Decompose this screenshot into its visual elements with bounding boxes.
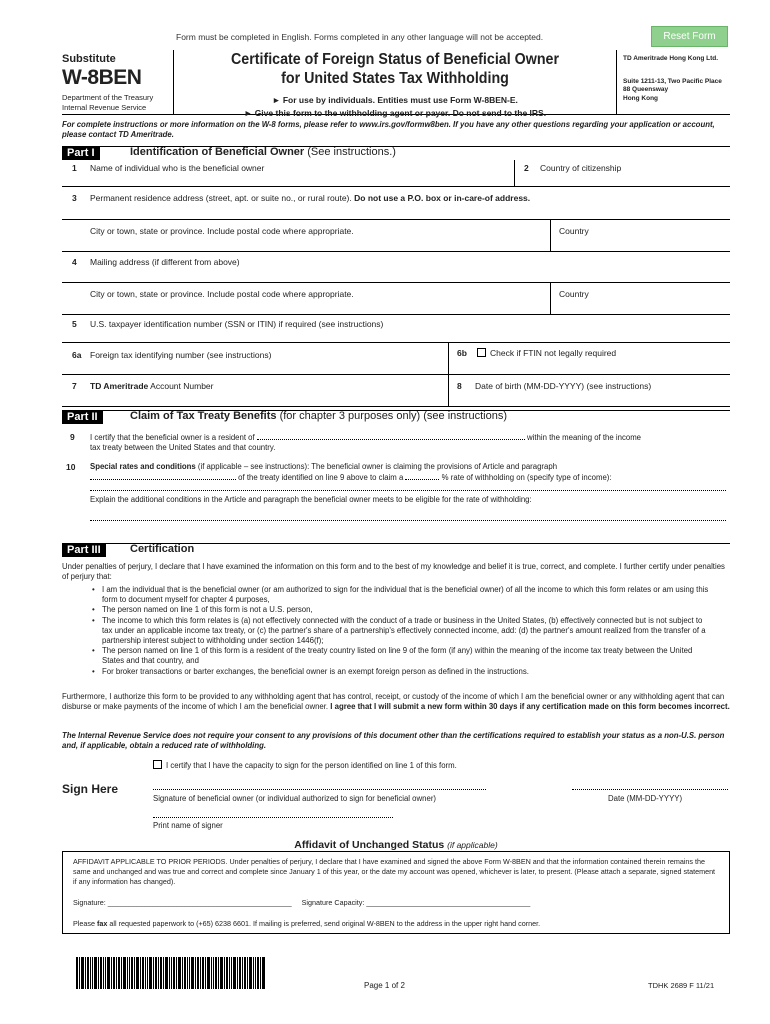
- explanation-input[interactable]: [90, 513, 726, 521]
- date-label: Date (MM-DD-YYYY): [608, 794, 683, 803]
- mailing-country-field[interactable]: Country: [559, 289, 589, 299]
- certification-item: • I am the individual that is the beneficial owner (or am authorized to sign for the individual that is the beneficial owner) of all the income to which this form relates or am using this form to document myself for chapter 4 purposes,: [92, 585, 712, 605]
- form-code: TDHK 2689 F 11/21: [648, 981, 715, 990]
- field-2-number: 2: [524, 163, 529, 173]
- part1-bar: [62, 146, 730, 160]
- row-account-dob: [62, 375, 730, 407]
- barcode-icon: [76, 957, 266, 989]
- address-line-1: Suite 1211-13, Two Pacific Place: [623, 77, 722, 85]
- foreign-tin-field[interactable]: Foreign tax identifying number (see instructions): [90, 350, 272, 360]
- account-broker: TD Ameritrade: [90, 381, 149, 391]
- date-line[interactable]: [572, 789, 728, 790]
- treaty-residence-label-2: within the meaning of the income: [527, 433, 642, 442]
- treaty-residence: [62, 432, 730, 453]
- authorization-text: [62, 692, 730, 712]
- sign-here-label: Sign Here: [62, 782, 119, 796]
- authorization-body: Furthermore, I authorize this form to be provided to any withholding agent that has control, receipt, or custody of the income of which I am the beneficial owner or any withholding agent that can disburse or make payments of the income of which I am the beneficial owner.: [62, 692, 725, 712]
- treaty-country-input[interactable]: [257, 432, 525, 440]
- field-1-number: 1: [72, 163, 77, 173]
- residence-city-field[interactable]: City or town, state or province. Include postal code where appropriate.: [90, 226, 354, 236]
- residence-address-warning: Do not use a P.O. box or in-care-of address.: [354, 193, 531, 203]
- special-rates-text: (if applicable – see instructions): The beneficial owner is claiming the provisions of Article and paragraph: [197, 462, 558, 471]
- part2-bar: [62, 410, 730, 424]
- capacity-label: I certify that I have the capacity to sign for the person identified on line 1 of this form.: [166, 761, 457, 770]
- form-title-1: Certificate of Foreign Status of Beneficial Owner: [230, 51, 560, 68]
- mailing-address-field[interactable]: Mailing address (if different from above): [90, 257, 240, 267]
- print-name-line[interactable]: [153, 817, 393, 818]
- special-rates-text-2: of the treaty identified on line 9 above to claim a: [238, 473, 404, 483]
- name-field[interactable]: Name of individual who is the beneficial owner: [90, 163, 265, 173]
- field-6a-number: 6a: [72, 350, 82, 360]
- row-foreign-tin: [62, 343, 730, 375]
- affidavit-box: [62, 851, 730, 934]
- certification-list: [92, 585, 712, 677]
- agent-address: [616, 50, 730, 114]
- print-name-label: Print name of signer: [153, 821, 223, 830]
- part3-label: Part III: [62, 544, 106, 557]
- usage-line-1: ► For use by individuals. Entities must use Form W-8BEN-E.: [272, 95, 518, 105]
- certification-item: • The person named on line 1 of this form is a resident of the treaty country listed on line 9 of the form (if any) within the meaning of the income tax treaty between the United States and that country, and: [92, 646, 712, 666]
- fax-text-c: all requested paperwork to (+65) 6238 6601. If mailing is preferred, send original W-8BEN to the address in the upper right hand corner.: [109, 919, 541, 929]
- affidavit-title-note: (if applicable): [447, 840, 498, 850]
- page-number: Page 1 of 2: [364, 981, 405, 990]
- mailing-city-field[interactable]: City or town, state or province. Include postal code where appropriate.: [90, 289, 354, 299]
- ftin-checkbox[interactable]: [477, 348, 486, 357]
- certification-item: • For broker transactions or barter exchanges, the beneficial owner is an exempt foreign person as defined in the instructions.: [92, 667, 712, 677]
- income-type-input[interactable]: [90, 483, 726, 491]
- authorization-bold: I agree that I will submit a new form within 30 days if any certification made on this form becomes incorrect.: [330, 702, 730, 712]
- field-7-number: 7: [72, 381, 77, 391]
- address-line-2: 88 Queensway: [623, 86, 669, 93]
- part1-label: Part I: [62, 147, 100, 160]
- special-rates-text-3: % rate of withholding on (specify type of income):: [441, 473, 612, 483]
- company-name: TD Ameritrade Hong Kong Ltd.: [623, 55, 719, 62]
- form-id-block: [62, 50, 174, 114]
- signature-label: Signature of beneficial owner (or individual authorized to sign for beneficial owner): [153, 794, 437, 803]
- row-us-tin: [62, 315, 730, 343]
- affidavit-signature-field[interactable]: Signature: ______________________________________________: [73, 898, 292, 908]
- fax-text-a: Please: [73, 919, 95, 929]
- row-name-citizenship: [62, 160, 730, 187]
- part2-title-text: Claim of Tax Treaty Benefits: [130, 410, 277, 422]
- usage-line-2: ► Give this form to the withholding agent or payer. Do not send to the IRS.: [243, 107, 547, 118]
- certification-item: • The income to which this form relates is (a) not effectively connected with the conduct of a trade or business in the United States, (b) effectively connected but is not subject to tax under an applicable income tax treaty, or (c) the partner's share of a partnership's effectively connected income, add: (d) the partner's amount realized from the transfer of a partnership interest subject to withholding under section 1446(f);: [92, 616, 712, 647]
- capacity-checkbox[interactable]: [153, 760, 162, 769]
- address-line-3: Hong Kong: [623, 94, 659, 102]
- residence-address-field[interactable]: [90, 193, 530, 204]
- rate-input[interactable]: [405, 472, 439, 480]
- field-3-number: 3: [72, 193, 77, 203]
- irs-consent-note: The Internal Revenue Service does not require your consent to any provisions of this document other than the certifications required to establish your status as a non-U.S. person and, if applicable, obtain a reduced rate of withholding.: [62, 731, 725, 751]
- form-header: [62, 50, 730, 118]
- row-mailing-city: [62, 283, 730, 315]
- part1-title: [130, 146, 396, 160]
- part2-label: Part II: [62, 411, 103, 424]
- reset-form-button[interactable]: Reset Form: [651, 26, 728, 47]
- account-number-field[interactable]: [90, 381, 213, 392]
- fax-text-b: fax: [96, 919, 108, 929]
- article-input[interactable]: [90, 472, 236, 480]
- dept-line-1: Department of the Treasury: [62, 92, 154, 102]
- us-tin-field[interactable]: U.S. taxpayer identification number (SSN or ITIN) if required (see instructions): [90, 319, 384, 329]
- affidavit-text: AFFIDAVIT APPLICABLE TO PRIOR PERIODS. Under penalties of perjury, I declare that I have examined and signed the above Form W-8BEN and that the information contained therein remains the same and unchanged and was true and correct and complete since January 1 of this year, or the date my account was opened, whichever is later, to present. (Please attach a separate, signed statement if any information has changed).: [73, 857, 716, 886]
- residence-country-field[interactable]: Country: [559, 226, 589, 236]
- special-rates-title: Special rates and conditions: [90, 462, 196, 471]
- treaty-residence-label-3: tax treaty between the United States and that country.: [90, 443, 276, 453]
- special-rates-explain: Explain the additional conditions in the Article and paragraph the beneficial owner meets to be eligible for the rate of withholding:: [90, 494, 532, 504]
- signature-line[interactable]: [153, 789, 486, 790]
- form-title-block: [174, 50, 616, 118]
- perjury-declaration: Under penalties of perjury, I declare that I have examined the information on this form and to the best of my knowledge and belief it is true, correct, and complete. I further certify under penalties of perjury that:: [62, 562, 725, 582]
- special-rates: [62, 462, 730, 524]
- affidavit-title-text: Affidavit of Unchanged Status: [294, 839, 445, 851]
- substitute-label: Substitute: [62, 53, 116, 65]
- field-8-number: 8: [457, 381, 462, 391]
- field-5-number: 5: [72, 319, 77, 329]
- part3-title: Certification: [130, 543, 195, 555]
- language-note: Form must be completed in English. Forms completed in any other language will not be accepted.: [176, 32, 544, 42]
- part3-bar: [62, 543, 730, 557]
- dept-line-2: Internal Revenue Service: [62, 102, 147, 112]
- department: [62, 93, 173, 113]
- field-6b-number: 6b: [457, 348, 467, 358]
- ftin-checkbox-label: Check if FTIN not legally required: [490, 348, 617, 358]
- row-residence-city: [62, 220, 730, 252]
- certification-item: • The person named on line 1 of this form is not a U.S. person,: [92, 605, 712, 615]
- part2-title: [130, 410, 507, 424]
- field-10-number: 10: [66, 462, 76, 472]
- row-residence-address: [62, 187, 730, 220]
- affidavit-capacity-field[interactable]: Signature Capacity: _________________________________________: [301, 898, 531, 908]
- field-4-number: 4: [72, 257, 77, 267]
- intro-text: For complete instructions or more information on the W-8 forms, please refer to www.irs.gov/formw8ben. If you have any other questions regarding your application or account, please contact TD Ameritrade.: [62, 120, 715, 139]
- part1-title-text: Identification of Beneficial Owner: [130, 146, 305, 158]
- form-number: W-8BEN: [62, 65, 142, 89]
- affidavit-signature-row: [73, 898, 719, 908]
- citizenship-field[interactable]: Country of citizenship: [540, 163, 622, 173]
- ftin-not-required: [477, 348, 616, 359]
- capacity-certify: [153, 760, 653, 771]
- treaty-residence-label: I certify that the beneficial owner is a resident of: [90, 433, 255, 442]
- part2-title-note: (for chapter 3 purposes only) (see instructions): [279, 410, 508, 422]
- form-title-2: for United States Tax Withholding: [281, 70, 509, 87]
- residence-address-label: Permanent residence address (street, apt. or suite no., or rural route).: [90, 193, 352, 203]
- row-mailing-address: [62, 252, 730, 283]
- fax-instructions: [73, 919, 719, 929]
- field-9-number: 9: [70, 432, 75, 442]
- date-of-birth-field[interactable]: Date of birth (MM-DD-YYYY) (see instructions): [475, 381, 652, 391]
- part1-title-note: (See instructions.): [307, 146, 396, 158]
- account-number-label: Account Number: [150, 381, 214, 391]
